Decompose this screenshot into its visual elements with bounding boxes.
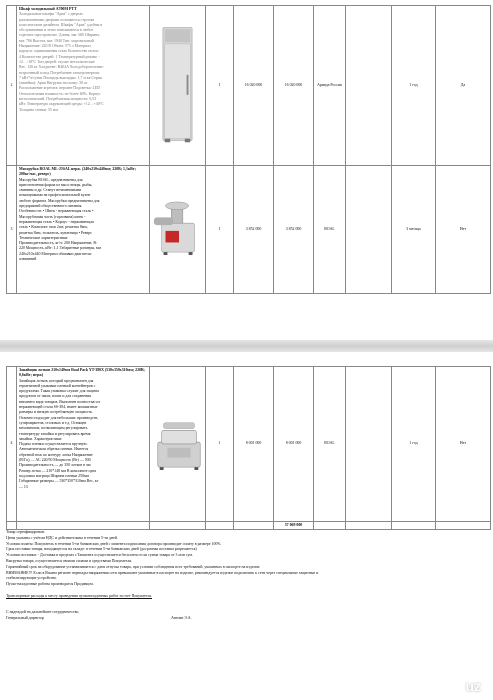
brand: ROAL (314, 367, 346, 522)
signature-line (6, 616, 486, 622)
blank-cell (392, 522, 436, 530)
text-line: корпуса: оцинкованная сталь Количество полок: (19, 49, 100, 54)
blank-cell (234, 522, 274, 530)
text-line: Толщина стенки: 55 мм (19, 107, 58, 112)
text-line: супермаркетов, столовых и т.д. Оснащен (19, 420, 87, 425)
warranty: 3 месяца (392, 166, 436, 294)
blank-cell (17, 522, 150, 530)
text-line: Габаритные размеры — 530*350*310мм Вес, кг (19, 479, 99, 484)
text-line: Гарантийный срок на оборудование устанавливается с даты отпуска товара, при условии соблюдения всех требований, указанных в паспорте на изделие. (6, 564, 261, 569)
signer-name: Антоян Э.А. (171, 615, 192, 620)
line-sum: 3 852 000 (274, 166, 314, 294)
line-sum: 8 001 000 (274, 367, 314, 522)
text-line: классическим дизайном. Шкафы "Ариа" удобны в (19, 22, 103, 27)
text-line: Подача пленки осуществляется вручную. (19, 442, 88, 447)
text-line: Отлично подходит для небольших производств, (19, 415, 99, 420)
text-line: встроенный холод Потребление электроэнергии: (19, 70, 100, 75)
text-line: Условия оплаты: Покупатель в течении 5-ти банковских дней с момента подписания договора производит оплату в размере 100% (6, 541, 221, 546)
quantity: 1 (206, 166, 234, 294)
text-line: кВт. Температура окружающей среды: +12…+40°C (19, 102, 104, 107)
text-line: 7 кВт*ч/сутки Площадь выкладки: 1,7 м кв Серия (19, 75, 102, 80)
text-line: продуктов от пыли, влаги и для сохранения (19, 394, 92, 399)
text-line: нержавеющей стали SS-304, имеет компактные (19, 405, 98, 410)
text-line: продуктами. Такая упаковка служит для защиты (19, 389, 100, 394)
text-line: сталь • Комплект: нож 2шт, решетка 8мм, (19, 225, 88, 230)
page-separator (0, 340, 493, 352)
text-line: температуру запайки и регулировать время (19, 431, 91, 436)
text-line: Условия поставки: - Доставка в пределах г.Ташкента осуществляется бесплатно если сумма товара от 3 млн сум. (6, 553, 193, 558)
product-image (150, 166, 206, 294)
text-line: нержавеющая сталь • Корпус - нержавеющая (19, 219, 94, 224)
text-line: 4 Количество дверей: 1 Температурный режим: - (19, 54, 100, 59)
refrigerator-image (152, 14, 203, 154)
watermark-logo: uz (465, 678, 481, 694)
text-line: Холодильные шкафы "Ариа" с дверью (19, 12, 83, 17)
text-line: мм: 706 Высота, мм: 1940 Тип: морозильный (19, 38, 94, 43)
items-table-top (6, 5, 491, 294)
text-line: Производительность, кг/ч: 200 Напряжение, В: (19, 241, 98, 246)
blank-cell (346, 522, 392, 530)
product-description (17, 166, 150, 294)
product-title: Шкаф холодильный A700M РТТ (19, 7, 77, 11)
warranty: 1 год (392, 6, 436, 166)
text-line: Цены указаны с учётом НДС и действительны в течении 5-ти дней. (6, 535, 118, 540)
blank-cell (7, 522, 17, 530)
text-line: 220 Мощность, кВт: 1,1 Габаритные размеры, мм (19, 246, 101, 251)
blank-cell (346, 6, 392, 166)
text-line: решетка 8мм, толкатель, кунатница • Реверс (19, 230, 92, 235)
product-image (150, 367, 206, 522)
text-line: Вес: 126 кг Хладагент: R404A Холодоборотеление: (19, 65, 104, 70)
text-line: Запайщик лотков, который предназначен для (19, 378, 94, 383)
text-line: ВНИМАНИЕ!!! Если в Вашем регионе перепады напряжения сети превышают указанные в паспорте на изделие, рекомендуется изделие подключить к сети через специальные защитные и (6, 570, 319, 575)
text-line: алюминий (19, 257, 37, 262)
meat-grinder-image (152, 193, 206, 263)
table-row (7, 166, 491, 294)
text-line: механизмом, позволяющим регулировать (19, 426, 88, 431)
warranty: 1 год (392, 367, 436, 522)
text-line: 240х210х440 Материал обшивки двигателя: (19, 251, 92, 256)
text-line: Напряжение: 220 В Объем: 575 л Материал (19, 44, 91, 49)
product-image (150, 6, 206, 166)
unit-price: 8 001 000 (234, 367, 274, 522)
table-row (7, 367, 491, 522)
row-number: 3 (7, 166, 17, 294)
blank-cell (206, 522, 234, 530)
row-number: 2 (7, 6, 17, 166)
text-line: стабилизирующие устройства. (6, 576, 57, 581)
text-line: Расположение агрегата: верхнее Подсветка: LED (19, 86, 101, 91)
blank-cell (150, 522, 206, 530)
blank-cell (436, 522, 491, 530)
line-sum: 16 020 000 (274, 6, 314, 166)
signer-title: Генеральный директор (6, 615, 44, 620)
text-line: (линейка): Ария Нагрузка на полку: 50 кг (19, 81, 88, 86)
row-number: 4 (7, 367, 17, 522)
closing-text: С надеждой на дальнейшее сотрудничество, (6, 609, 80, 614)
notes-list (6, 530, 486, 588)
quantity: 1 (206, 6, 234, 166)
items-table-bottom (6, 366, 491, 530)
text-line: внешнего вида товаров. Выполнен полностью из (19, 399, 100, 404)
text-line: распашонными дверьми отличаются строгим (19, 17, 95, 22)
text-line: любого формата. Мясорубки предназначены для (19, 198, 100, 203)
text-line: герметичной упаковки пленкой контейнеров с (19, 383, 96, 388)
text-line: свинины и др. Станут незаменимыми (19, 188, 82, 193)
text-line: приготовления фарша из мяса птицы, рыбы, (19, 182, 93, 187)
text-line: (В/Гц) — АС 220/50 Мощность (Вт) — 500 (19, 458, 91, 463)
text-line: Автоматическая обрезка пленки. Имеется (19, 447, 89, 452)
text-line: Технические характеристики: (19, 235, 69, 240)
text-line: торговое пространство. Длина, мм: 600 Ширина, (19, 33, 100, 38)
certificate: Да (436, 6, 491, 166)
unit-price: 3 852 000 (234, 166, 274, 294)
product-title: Мясорубка ROAL MI.-25SAL нерж. (240х210х440мм; 220В; 1,1кВт; 200кг/час, реверс) (19, 167, 136, 177)
text-line: обслуживании и легко вписываются в любое (19, 28, 94, 33)
product-description (17, 367, 150, 522)
product-description (17, 6, 150, 166)
text-line: металлический. Потребляемая мощность: 0,53 (19, 97, 97, 102)
blank-cell (346, 166, 392, 294)
text-line: 12…-18°C Тип дверей: глухие металлические (19, 59, 95, 64)
text-line: Выгрузка товара, осуществляется своими силами и средствами Покупателя. (6, 558, 133, 563)
text-line: Срок поставки товара, находящегося на складе: в течении 5-ти банковских дней (досрочная поставка разрешается) (6, 547, 197, 552)
tray-sealer-image (152, 408, 206, 478)
text-line: Мясорубка ROAL, предназначены для (19, 177, 83, 182)
text-line: запайки. Характеристики: (19, 436, 63, 441)
quantity: 1 (206, 367, 234, 522)
product-specs (19, 178, 147, 263)
text-line: Мясорубочная часть (горловина) шнек - (19, 214, 86, 219)
certificate: Нет (436, 166, 491, 294)
product-title: Запайщик лотков 210х140мм Roal Pack YT-380X (530х350х310мм; 220В; 0,6кВт; нерж) (19, 368, 145, 378)
text-line: Товар сертифицирован. (6, 530, 45, 534)
text-line: Размер лотка — 210*148 мм В комплекте одна (19, 468, 97, 473)
table-row (7, 6, 491, 166)
text-line: обрезной нож по контуру лотка Напряжение (19, 452, 93, 457)
text-line: помощниками на профессиональной кухне (19, 193, 91, 198)
text-line: размеры и низкую потребляемую мощность. (19, 410, 94, 415)
certificate: Нет (436, 367, 491, 522)
terms-notes (6, 530, 486, 622)
text-line: Производительность — до 350 лотков в час (19, 463, 92, 468)
text-line: Относительная влажность: не более 60%. Корпус (19, 91, 101, 96)
text-line: предприятий общественного питания. (19, 204, 83, 209)
product-specs (19, 12, 147, 113)
brand: ROAL (314, 166, 346, 294)
total-row (7, 522, 491, 530)
text-line: подложка матрица Ширина пленки 250мм (19, 473, 89, 478)
grand-total: 57 069 000 (274, 522, 314, 530)
page-1 (0, 0, 493, 340)
unit-price: 16 020 000 (234, 6, 274, 166)
blank-cell (314, 522, 346, 530)
brand: Аривда Россия (314, 6, 346, 166)
text-line: Пуско-наладочные работы производятся Продавцом. (6, 582, 94, 587)
text-line: — 13 (19, 484, 28, 489)
product-specs (19, 379, 147, 490)
text-line: Особенности: • Шнек - нержавеющая сталь • (19, 209, 94, 214)
blank-cell (346, 367, 392, 522)
transport-note: Транспортные расходы к месту проведения пусконаладочных работ за счет Покупателя. (6, 593, 152, 598)
